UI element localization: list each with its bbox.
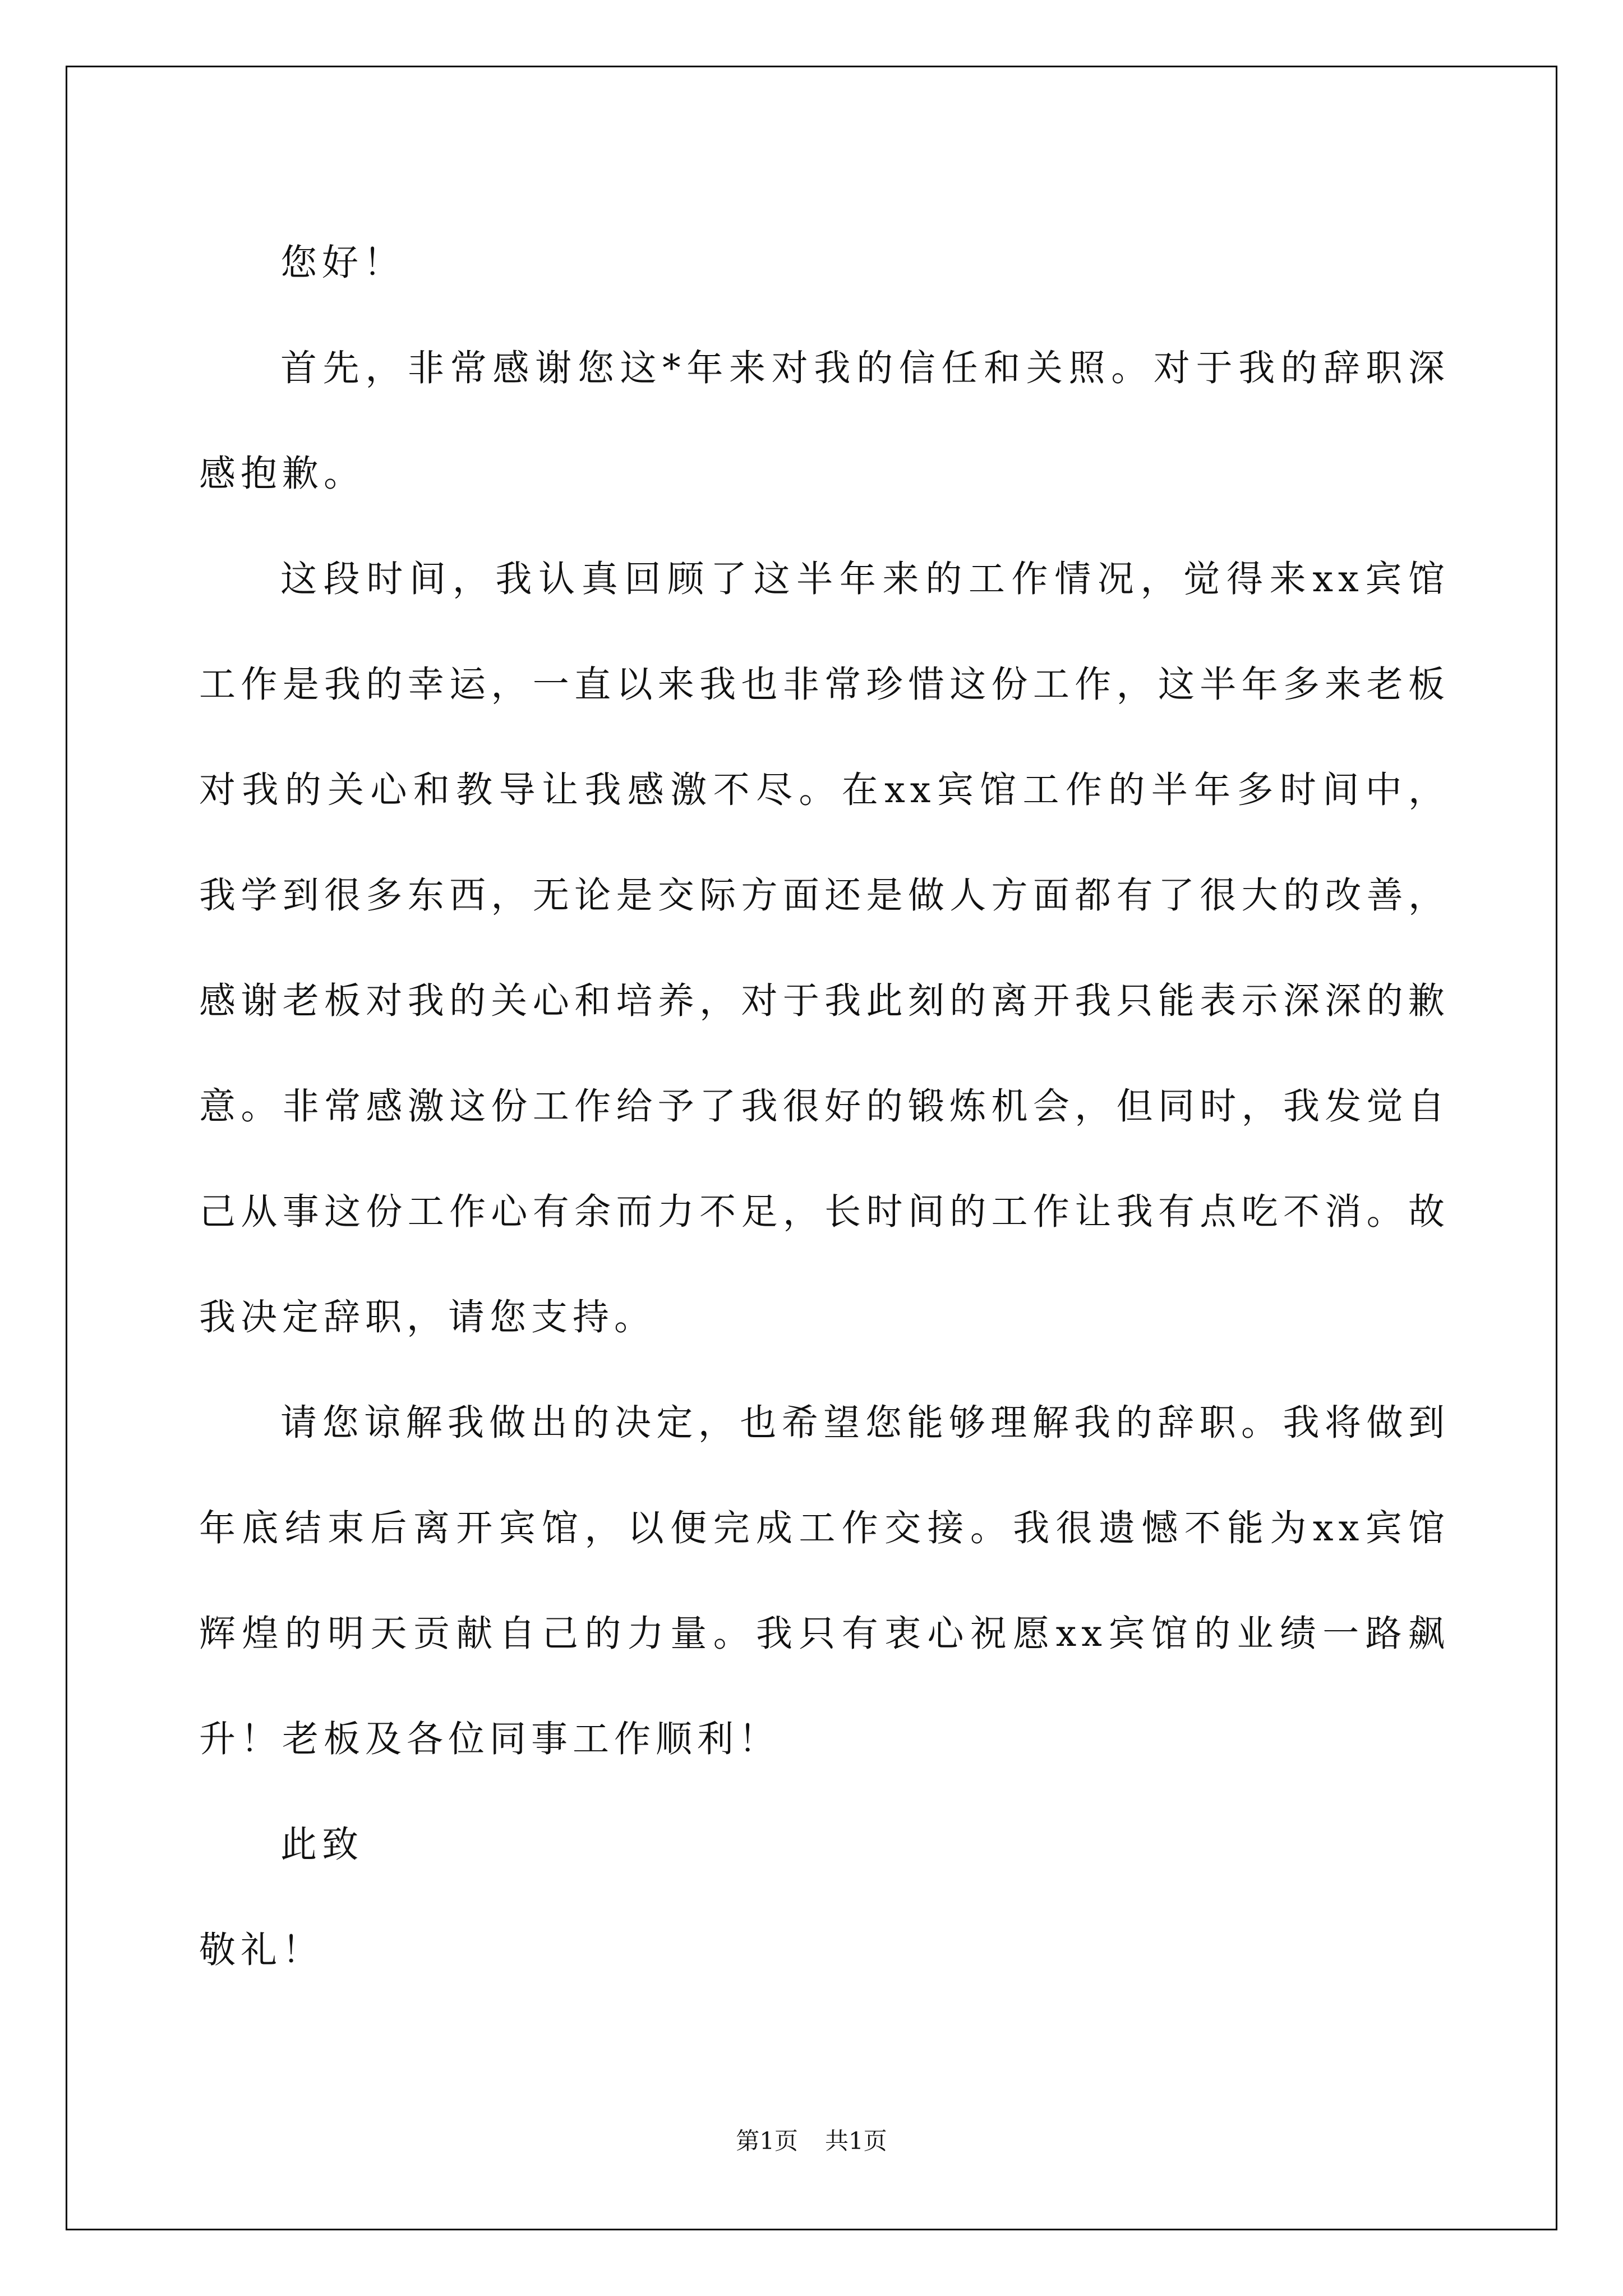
paragraph-decision: 请您谅解我做出的决定，也希望您能够理解我的辞职。我将做到年底结束后离开宾馆，以便完成工作交接。我很遗憾不能为xx宾馆辉煌的明天贡献自己的力量。我只有衷心祝愿xx宾馆的业绩一路飙升！老板及各位同事工作顺利！ bbox=[199, 1402, 1450, 1760]
greeting: 您好！ bbox=[280, 242, 405, 284]
salutation: 敬礼！ bbox=[199, 1929, 324, 1971]
paragraph-thanks: 首先，非常感谢您这*年来对我的信任和关照。对于我的辞职深感抱歉。 bbox=[199, 347, 1450, 495]
page-footer bbox=[0, 2123, 1623, 2156]
paragraph-reflection: 这段时间，我认真回顾了这半年来的工作情况，觉得来xx宾馆工作是我的幸运，一直以来我也非常珍惜这份工作，这半年多来老板对我的关心和教导让我感激不尽。在xx宾馆工作的半年多时间中，我学到很多东西，无论是交际方面还是做人方面都有了很大的改善，感谢老板对我的关心和培养，对于我此刻的离开我只能表示深深的歉意。非常感激这份工作给予了我很好的锻炼机会，但同时，我发觉自己从事这份工作心有余而力不足，长时间的工作让我有点吃不消。故我决定辞职，请您支持。 bbox=[199, 558, 1450, 1338]
page-number-total: 共1页 bbox=[825, 2127, 887, 2155]
letter-body bbox=[199, 210, 1450, 2003]
closing-phrase: 此致 bbox=[280, 1824, 364, 1866]
page-number-current: 第1页 bbox=[736, 2127, 798, 2155]
